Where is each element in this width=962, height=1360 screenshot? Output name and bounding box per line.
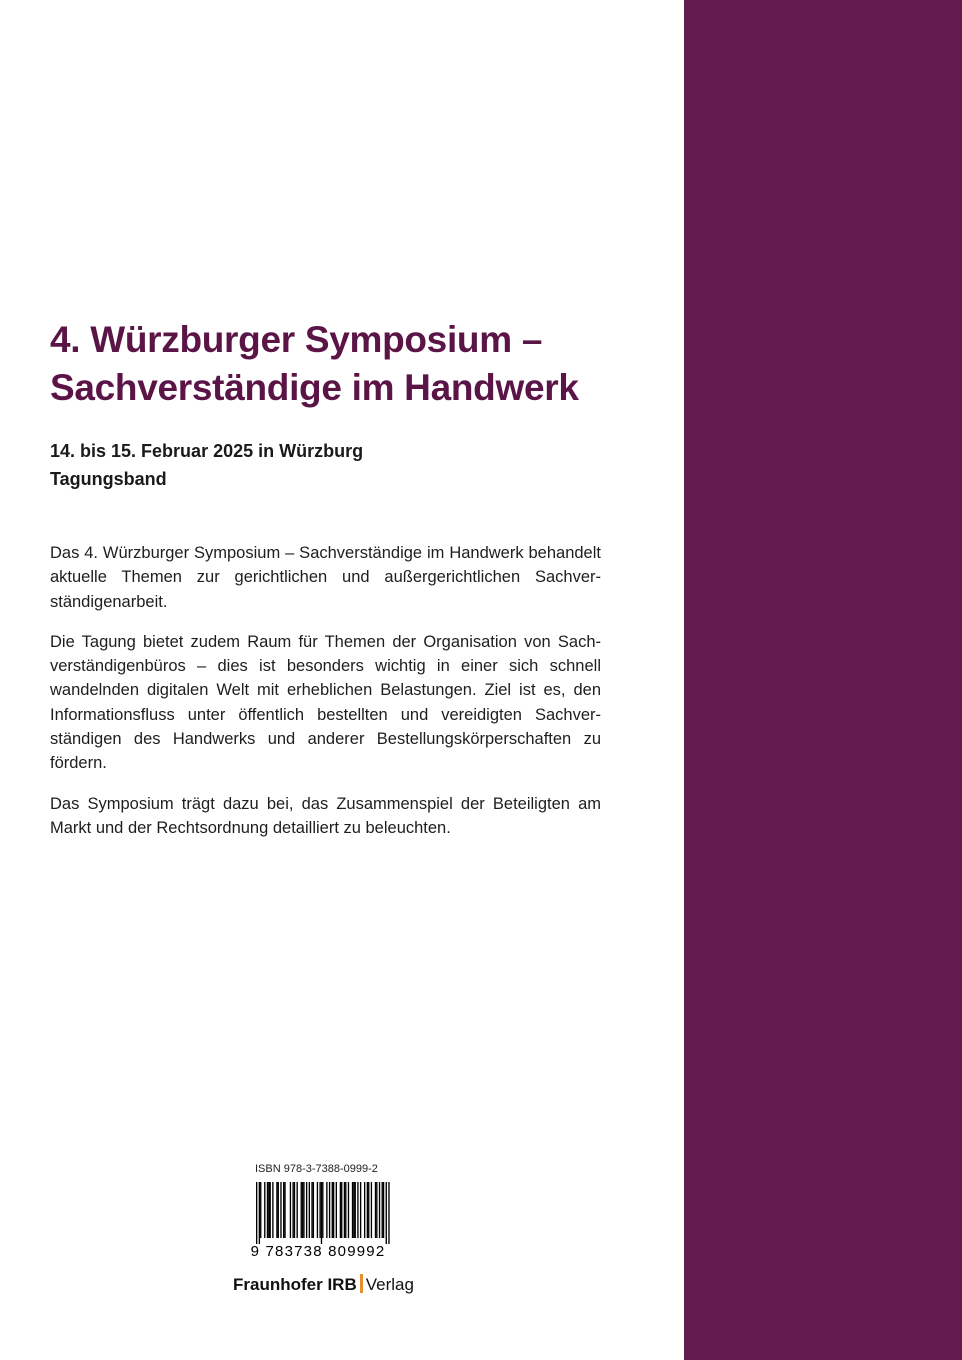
barcode-bar: [360, 1182, 361, 1238]
barcode-bar: [301, 1182, 302, 1238]
barcode-bar: [260, 1182, 261, 1238]
barcode-bar: [311, 1182, 312, 1238]
barcode-bar: [322, 1182, 323, 1238]
barcode-bar: [290, 1182, 291, 1238]
title-line-2: Sachverständige im Handwerk: [50, 367, 579, 408]
barcode-bar: [303, 1182, 304, 1238]
barcode-bar: [284, 1182, 285, 1238]
barcode-bar: [313, 1182, 314, 1238]
barcode-bar: [270, 1182, 271, 1238]
barcode-bar: [276, 1182, 277, 1238]
isbn-label: ISBN 978-3-7388-0999-2: [255, 1163, 378, 1175]
barcode-bar: [348, 1182, 349, 1238]
description-paragraph-2: Die Tagung bietet zudem Raum für Themen der Organisation von Sachverständigenbüros – dies ist besonders wichtig in einer sich schnell wandelnden digitalen Welt mit erheblichen Belastungen. Ziel ist es, den Informationsfluss unter öffentlich bestellten und vereidigten Sachverständigen des Handwerks und anderer Bestellungskörperschaften zu fördern.: [50, 632, 601, 773]
barcode-bar: [267, 1182, 268, 1238]
barcode-bar: [321, 1182, 322, 1244]
barcode-bar: [280, 1182, 281, 1238]
purple-sidebar: [684, 0, 962, 1360]
barcode-bar: [306, 1182, 307, 1238]
barcode-bar: [340, 1182, 341, 1238]
barcode: [238, 1180, 398, 1260]
barcode-bar: [332, 1182, 333, 1238]
barcode-bar: [357, 1182, 358, 1238]
barcode-bar: [297, 1182, 298, 1238]
barcode-bar: [355, 1182, 356, 1238]
barcode-bar: [379, 1182, 380, 1238]
description: [50, 541, 601, 856]
publisher-separator: [360, 1274, 363, 1293]
barcode-bar: [368, 1182, 369, 1238]
barcode-bar: [294, 1182, 295, 1238]
barcode-bar: [341, 1182, 342, 1238]
barcode-bar: [272, 1182, 273, 1238]
subtitle-block: [50, 437, 363, 493]
barcode-bar: [278, 1182, 279, 1238]
barcode-bar: [367, 1182, 368, 1238]
barcode-bar: [388, 1182, 389, 1244]
barcode-bar: [345, 1182, 346, 1238]
barcode-bar: [375, 1182, 376, 1238]
barcode-bar: [268, 1182, 269, 1238]
barcode-bar: [329, 1182, 330, 1238]
barcode-bar: [353, 1182, 354, 1238]
barcode-digits: 9 783738 809992: [250, 1243, 386, 1260]
barcode-bar: [256, 1182, 257, 1244]
barcode-bar: [326, 1182, 327, 1238]
date-location: 14. bis 15. Februar 2025 in Würzburg: [50, 441, 364, 461]
barcode-bar: [344, 1182, 345, 1238]
barcode-bar: [371, 1182, 372, 1238]
barcode-bar: [309, 1182, 310, 1238]
barcode-bar: [376, 1182, 377, 1238]
barcode-bar: [383, 1182, 384, 1238]
description-paragraph-1: Das 4. Würzburger Symposium – Sachverständige im Handwerk behandelt aktuelle Themen zur gerichtlichen und außergerichtlichen Sachverständigenarbeit.: [50, 544, 601, 611]
barcode-bar: [333, 1182, 334, 1238]
barcode-bar: [352, 1182, 353, 1238]
barcode-bar: [319, 1182, 320, 1238]
barcode-bar: [317, 1182, 318, 1238]
barcode-bar: [336, 1182, 337, 1238]
barcode-bar: [283, 1182, 284, 1238]
title-line-1: 4. Würzburger Symposium –: [50, 319, 543, 360]
description-paragraph-3: Das Symposium trägt dazu bei, das Zusammenspiel der Beteiligten am Markt und der Rechtsordnung detailliert zu beleuchten.: [50, 794, 601, 837]
publisher-name: Fraunhofer IRB: [233, 1275, 357, 1294]
barcode-bar: [386, 1182, 387, 1244]
barcode-bar: [364, 1182, 365, 1238]
barcode-bar: [259, 1182, 260, 1244]
publication-type: Tagungsband: [50, 469, 167, 489]
barcode-bar: [264, 1182, 265, 1238]
barcode-bar: [302, 1182, 303, 1238]
barcode-bar: [292, 1182, 293, 1238]
publisher-imprint: Verlag: [365, 1275, 414, 1294]
barcode-bar: [382, 1182, 383, 1238]
book-title: [50, 316, 670, 412]
publisher-logo: [233, 1274, 414, 1295]
